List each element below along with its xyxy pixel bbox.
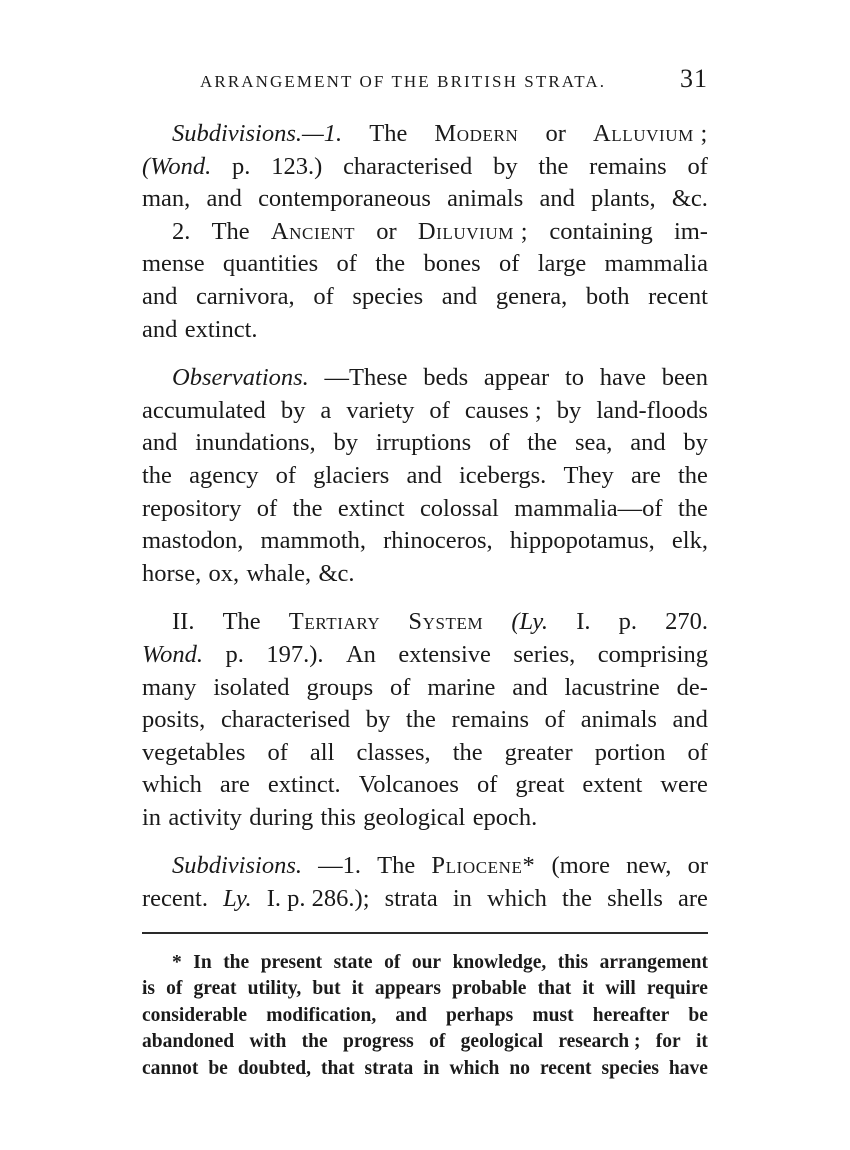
word: or xyxy=(545,120,566,147)
word: species xyxy=(601,1057,659,1079)
word: I. xyxy=(576,608,591,636)
word: posits, xyxy=(142,706,206,734)
word: our xyxy=(411,952,442,973)
word: arrangement xyxy=(599,952,708,973)
word: II. xyxy=(172,608,195,636)
word: or xyxy=(687,852,708,880)
word: in xyxy=(142,803,162,831)
word: recent. xyxy=(142,885,208,913)
body-line xyxy=(142,639,708,672)
body-line xyxy=(142,460,708,493)
word: —These xyxy=(324,364,408,392)
word: plants, xyxy=(591,185,656,213)
word: by xyxy=(493,152,518,180)
body-line xyxy=(142,183,708,216)
word: large xyxy=(537,250,587,278)
word: Ancient xyxy=(270,217,356,245)
word: for xyxy=(655,1031,681,1053)
word: must xyxy=(532,1004,574,1026)
body-line xyxy=(142,525,708,558)
running-title: ARRANGEMENT OF THE BRITISH STRATA. xyxy=(200,72,607,91)
word: of xyxy=(429,396,450,424)
word: of xyxy=(267,738,288,766)
word: of xyxy=(687,738,708,766)
word: and xyxy=(512,673,548,701)
body-line xyxy=(142,362,708,395)
word: of xyxy=(687,152,708,180)
word: were xyxy=(660,771,708,799)
word: the xyxy=(452,738,483,766)
body-line xyxy=(142,493,708,526)
word: no xyxy=(509,1057,530,1079)
word: and xyxy=(672,706,708,734)
paragraph-gap xyxy=(142,834,708,850)
word: animals xyxy=(580,706,657,734)
word: recent xyxy=(539,1057,592,1079)
word: have xyxy=(599,364,646,392)
word: the xyxy=(538,152,569,180)
word: geological xyxy=(363,803,466,831)
word: be xyxy=(688,1004,708,1026)
word: recent xyxy=(648,282,708,310)
word: activity xyxy=(168,803,242,831)
word: doubted, xyxy=(237,1057,311,1079)
word: present xyxy=(260,952,323,973)
word: is xyxy=(142,978,156,1000)
word: Pliocene* xyxy=(431,852,536,880)
word: classes, xyxy=(356,738,431,766)
word: man, xyxy=(142,185,191,213)
word: and xyxy=(539,185,575,213)
body-line xyxy=(142,427,708,460)
footnote-line xyxy=(142,1003,708,1029)
word: and xyxy=(630,429,666,457)
word: of xyxy=(166,978,183,1000)
word: Tertiary xyxy=(288,608,381,636)
body-line xyxy=(142,281,708,314)
word: The xyxy=(377,852,416,880)
word: —1. xyxy=(318,852,361,880)
word: of xyxy=(390,673,411,701)
word: Subdivisions. xyxy=(172,852,302,880)
body-line xyxy=(142,151,708,184)
body-line xyxy=(142,850,708,883)
word: be xyxy=(208,1057,228,1079)
word: by xyxy=(365,706,391,734)
word: remains xyxy=(589,152,667,180)
word: series, xyxy=(513,640,576,668)
word: a xyxy=(320,396,332,424)
word: sea, xyxy=(574,429,613,457)
body-line xyxy=(142,118,708,151)
word: and xyxy=(142,429,178,457)
word: in xyxy=(423,1057,440,1079)
word: are xyxy=(678,885,708,913)
word: by xyxy=(556,396,582,424)
body-line xyxy=(142,314,708,347)
word: are xyxy=(219,771,250,799)
word: considerable xyxy=(142,1004,248,1026)
word: modification, xyxy=(266,1004,377,1026)
word: Modern xyxy=(434,120,519,147)
word: de- xyxy=(676,673,708,701)
footnote-line xyxy=(142,1029,708,1055)
word: by xyxy=(683,429,708,457)
word: (more xyxy=(551,852,610,880)
word: vegetables xyxy=(142,738,246,766)
word: research ; xyxy=(558,1031,641,1053)
word: will xyxy=(605,978,636,1000)
word: Subdivisions.—1. xyxy=(172,120,343,147)
body-line xyxy=(142,248,708,281)
word: by xyxy=(280,396,306,424)
word: im- xyxy=(673,217,708,245)
body-line xyxy=(142,883,708,916)
body-line xyxy=(142,769,708,802)
body-line xyxy=(142,737,708,770)
word: in xyxy=(452,885,472,913)
word: require xyxy=(646,978,708,1000)
word: of xyxy=(336,250,357,278)
word: Observations. xyxy=(172,364,309,392)
word: The xyxy=(211,217,250,245)
word: it xyxy=(351,978,364,1000)
word: state xyxy=(333,952,373,973)
word: abandoned xyxy=(142,1031,235,1053)
word: with xyxy=(249,1031,287,1053)
word: of xyxy=(429,1031,446,1053)
word: mense xyxy=(142,250,205,278)
word: shells xyxy=(607,885,663,913)
word: and xyxy=(441,282,478,310)
word: extinct xyxy=(337,494,405,522)
word: strata xyxy=(364,1057,414,1079)
footnote-line xyxy=(142,976,708,1002)
word: agency xyxy=(189,461,259,489)
footnote-line xyxy=(142,1056,708,1082)
word: 2. xyxy=(172,217,191,245)
word: glaciers xyxy=(313,461,390,489)
word: beds xyxy=(423,364,469,392)
word: In xyxy=(193,952,212,973)
word: horse, xyxy=(142,559,202,587)
word: this xyxy=(557,952,589,973)
word: of xyxy=(498,250,520,278)
word: An xyxy=(345,640,376,668)
word: animals xyxy=(447,185,524,213)
word: Diluvium ; xyxy=(417,217,529,245)
word: but xyxy=(312,978,341,1000)
word: many xyxy=(142,673,197,701)
word: Wond. xyxy=(142,640,204,668)
word: the xyxy=(678,461,708,489)
running-head xyxy=(142,64,708,100)
word: the xyxy=(562,885,592,913)
word: new, xyxy=(626,852,672,880)
word: Ly. xyxy=(223,885,252,913)
word: p. xyxy=(232,152,251,180)
word: &c. xyxy=(318,559,355,587)
footnote xyxy=(142,950,708,1082)
body-text xyxy=(142,118,708,916)
word: geological xyxy=(460,1031,543,1053)
word: (Wond. xyxy=(142,152,212,180)
word: marine xyxy=(427,673,496,701)
word: appear xyxy=(483,364,550,392)
word: it xyxy=(582,978,595,1000)
word: extinct. xyxy=(184,315,258,343)
word: groups xyxy=(306,673,374,701)
word: bones xyxy=(423,250,481,278)
word: which xyxy=(142,771,202,799)
word: mammalia—of xyxy=(514,494,663,522)
word: Volcanoes xyxy=(358,771,459,799)
body-line xyxy=(142,606,708,639)
paragraph-gap xyxy=(142,590,708,606)
word: utility, xyxy=(247,978,302,1000)
word: land-floods xyxy=(596,396,708,424)
body-line xyxy=(142,704,708,737)
word: by xyxy=(333,429,358,457)
word: and xyxy=(142,315,178,343)
word: the xyxy=(142,461,172,489)
word: have xyxy=(668,1057,708,1079)
word: isolated xyxy=(213,673,290,701)
body-line xyxy=(142,558,708,591)
word: lacustrine xyxy=(564,673,660,701)
word: * xyxy=(172,952,182,973)
word: repository xyxy=(142,494,242,522)
word: portion xyxy=(594,738,666,766)
word: of xyxy=(313,282,334,310)
word: the xyxy=(223,952,250,973)
word: 270. xyxy=(665,608,708,636)
word: rhinoceros, xyxy=(383,527,493,555)
word: of xyxy=(256,494,278,522)
word: I. p. 286.); xyxy=(266,885,370,913)
word: of xyxy=(488,429,510,457)
word: 197.). xyxy=(266,640,324,668)
word: the xyxy=(405,706,436,734)
word: the xyxy=(301,1031,328,1053)
word: comprising xyxy=(597,640,708,668)
word: progress xyxy=(342,1031,414,1053)
word: quantities xyxy=(222,250,319,278)
body-line xyxy=(142,395,708,428)
word: that xyxy=(537,978,572,1000)
word: which xyxy=(449,1057,500,1079)
word: remains xyxy=(451,706,530,734)
word: ox, xyxy=(208,559,240,587)
body-line xyxy=(142,216,708,249)
word: They xyxy=(563,461,614,489)
word: great xyxy=(193,978,237,1000)
word: The xyxy=(222,608,261,636)
word: knowledge, xyxy=(452,952,547,973)
word: of xyxy=(384,952,401,973)
word: and xyxy=(206,185,242,213)
word: of xyxy=(476,771,498,799)
word: extensive xyxy=(398,640,491,668)
word: the xyxy=(375,250,406,278)
word: contemporaneous xyxy=(258,185,431,213)
word: extent xyxy=(582,771,643,799)
word: this xyxy=(320,803,356,831)
word: causes ; xyxy=(464,396,542,424)
word: appears xyxy=(374,978,441,1000)
word: the xyxy=(677,494,708,522)
word: all xyxy=(309,738,335,766)
word: 123.) xyxy=(271,152,323,180)
word: colossal xyxy=(419,494,499,522)
word: been xyxy=(661,364,708,392)
word: carnivora, xyxy=(196,282,295,310)
word: that xyxy=(320,1057,355,1079)
footnote-rule xyxy=(142,932,708,934)
word: &c. xyxy=(671,185,708,213)
word: and xyxy=(395,1004,427,1026)
word: to xyxy=(564,364,585,392)
word: of xyxy=(275,461,297,489)
word: mammalia xyxy=(604,250,708,278)
word: probable xyxy=(452,978,527,1000)
word: cannot xyxy=(142,1057,199,1079)
word: p. xyxy=(225,640,244,668)
word: characterised xyxy=(343,152,473,180)
word: Alluvium ; xyxy=(592,120,708,147)
word: hereafter xyxy=(592,1004,670,1026)
word: The xyxy=(369,120,408,147)
word: variety xyxy=(346,396,415,424)
word: elk, xyxy=(671,527,708,555)
word: mammoth, xyxy=(260,527,367,555)
word: perhaps xyxy=(446,1004,514,1026)
word: strata xyxy=(384,885,438,913)
footnote-line xyxy=(142,950,708,976)
word: the xyxy=(292,494,323,522)
word: icebergs. xyxy=(459,461,547,489)
word: mastodon, xyxy=(142,527,244,555)
word: p. xyxy=(618,608,637,636)
word: inundations, xyxy=(195,429,316,457)
word: hippopotamus, xyxy=(509,527,655,555)
word: containing xyxy=(549,217,653,245)
word: species xyxy=(352,282,424,310)
word: and xyxy=(406,461,442,489)
page-number: 31 xyxy=(680,64,708,93)
word: extinct. xyxy=(267,771,341,799)
word: characterised xyxy=(220,706,351,734)
word: which xyxy=(487,885,547,913)
word: genera, xyxy=(495,282,568,310)
word: (Ly. xyxy=(511,608,549,636)
word: are xyxy=(630,461,661,489)
word: epoch. xyxy=(472,803,538,831)
body-line xyxy=(142,672,708,705)
word: irruptions xyxy=(375,429,472,457)
paragraph-gap xyxy=(142,346,708,362)
word: of xyxy=(544,706,566,734)
word: both xyxy=(585,282,630,310)
word: accumulated xyxy=(142,396,266,424)
word: it xyxy=(696,1031,708,1053)
body-line xyxy=(142,802,708,835)
word: during xyxy=(249,803,314,831)
word: the xyxy=(527,429,558,457)
word: great xyxy=(515,771,565,799)
word: whale, xyxy=(246,559,312,587)
word: and xyxy=(142,282,178,310)
word: or xyxy=(376,217,397,245)
word: greater xyxy=(504,738,573,766)
word: System xyxy=(408,608,484,636)
